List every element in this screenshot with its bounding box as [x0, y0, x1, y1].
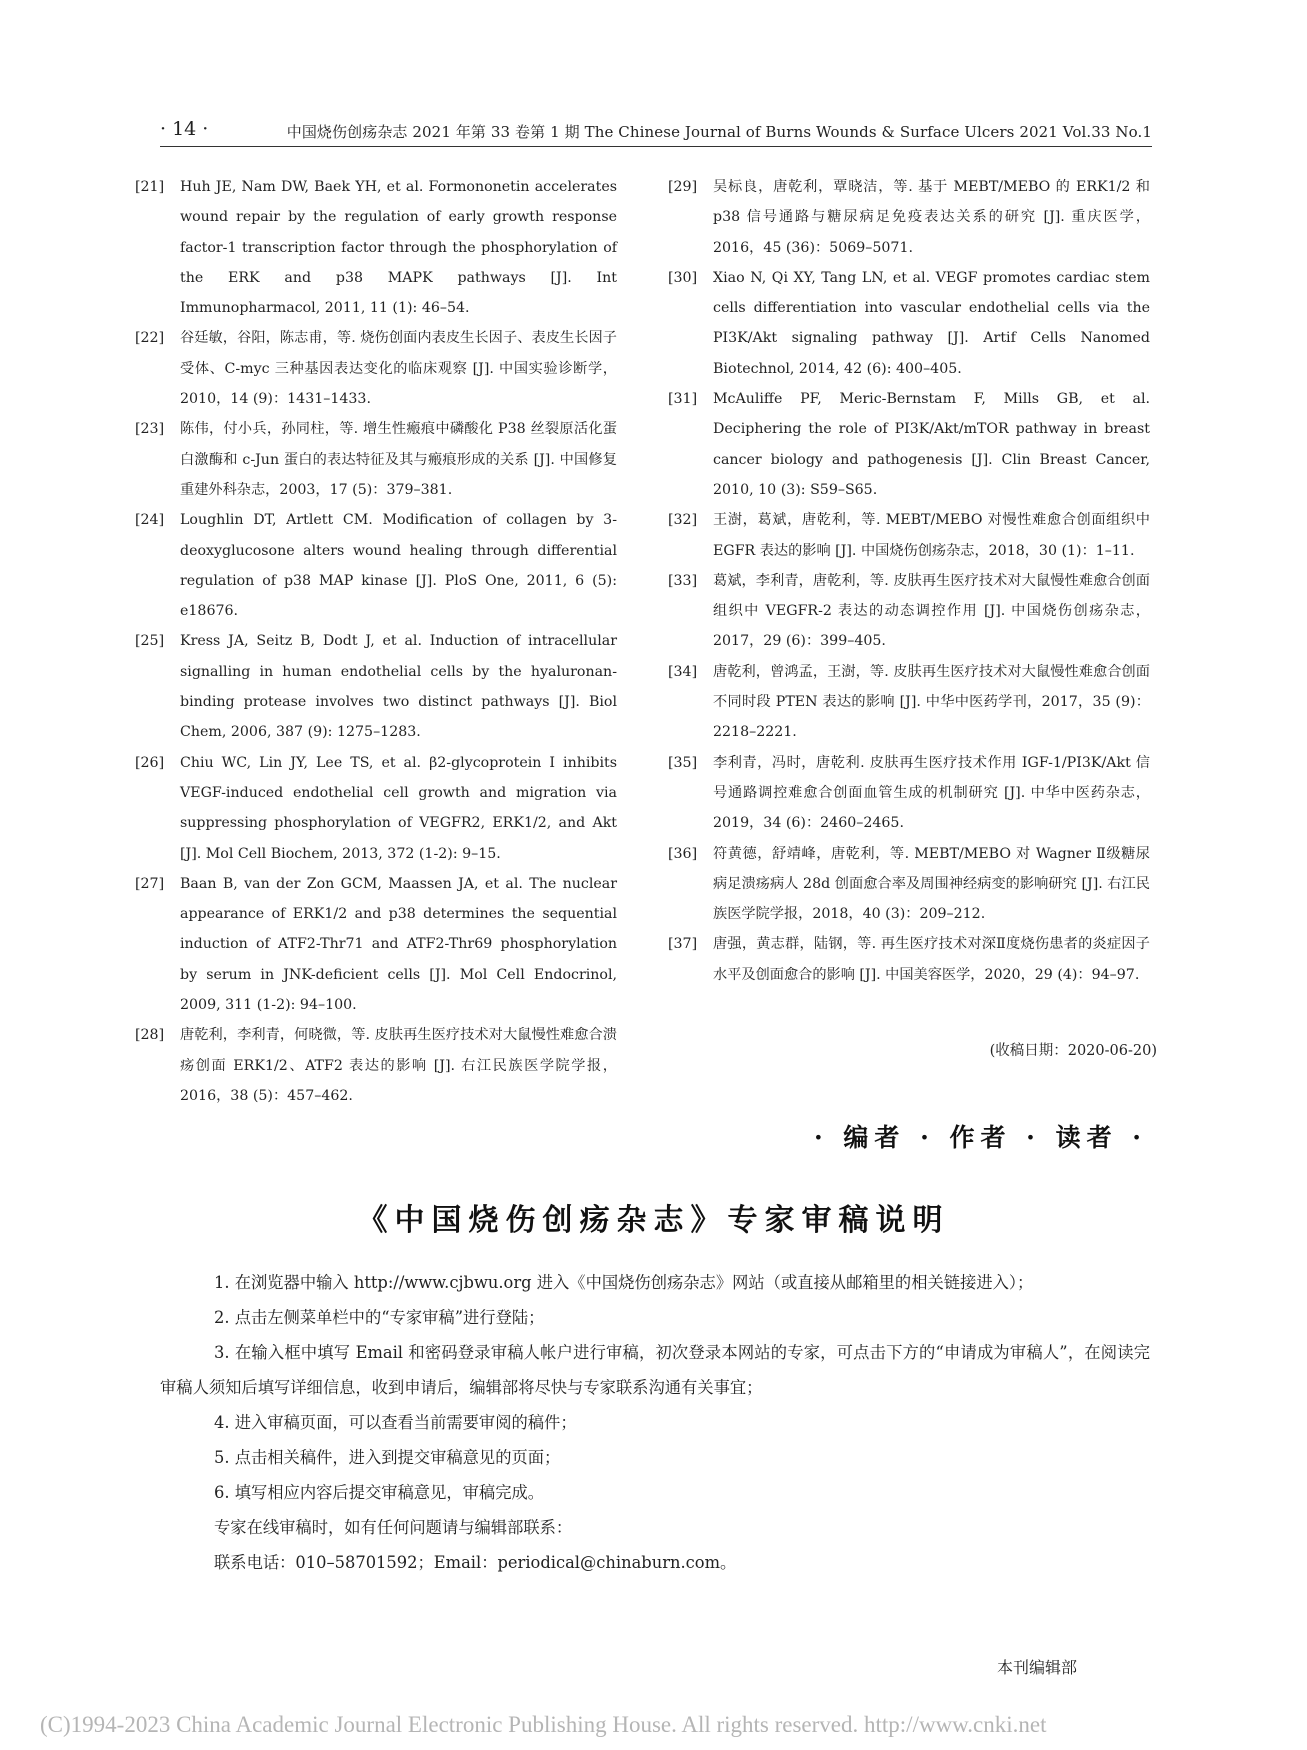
reference-text: 唐强，黄志群，陆钢，等. 再生医疗技术对深Ⅱ度烧伤患者的炎症因子水平及创面愈合的影响 [J]. 中国美容医学，2020，29 (4)：94–97. [713, 936, 1150, 983]
reference-number: [37] [668, 936, 698, 953]
reference-item [668, 505, 1150, 566]
reference-text: 陈伟，付小兵，孙同柱，等. 增生性瘢痕中磷酸化 P38 丝裂原活化蛋白激酶和 c-Jun 蛋白的表达特征及其与瘢痕形成的关系 [J]. 中国修复重建外科杂志，2003，17 (5)：379–381. [180, 421, 617, 498]
reference-item [135, 172, 617, 323]
reference-text: Loughlin DT, Artlett CM. Modification of collagen by 3-deoxyglucosone alters wound healing through differential regulation of p38 MAP kinase [J]. PloS One, 2011, 6 (5): e18676. [180, 512, 617, 620]
reference-text: Xiao N, Qi XY, Tang LN, et al. VEGF promotes cardiac stem cells differentiation into vascular endothelial cells via the PI3K/Akt signaling pathway [J]. Artif Cells Nanomed Biotechnol, 2014, 42 (6): 400–405. [713, 269, 1150, 377]
notice-contact-intro: 专家在线审稿时，如有任何问题请与编辑部联系： [214, 1518, 573, 1537]
reference-number: [36] [668, 845, 698, 862]
reference-item [668, 172, 1150, 263]
reference-number: [34] [668, 663, 698, 680]
reference-text: 唐乾利，李利青，何晓微，等. 皮肤再生医疗技术对大鼠慢性难愈合溃疡创面 ERK1/2、ATF2 表达的影响 [J]. 右江民族医学院学报，2016，38 (5)：457–462. [180, 1027, 617, 1104]
reference-number: [31] [668, 391, 698, 408]
section-tag: · 编者 · 作者 · 读者 · [813, 1123, 1147, 1152]
notice-paragraph: 5. 点击相关稿件，进入到提交审稿意见的页面； [214, 1448, 561, 1467]
reference-text: 葛斌，李利青，唐乾利，等. 皮肤再生医疗技术对大鼠慢性难愈合创面组织中 VEGFR-2 表达的动态调控作用 [J]. 中国烧伤创疡杂志，2017，29 (6)：399–405. [713, 572, 1150, 650]
notice-paragraph: 3. 在输入框中填写 Email 和密码登录审稿人帐户进行审稿，初次登录本网站的专家，可点击下方的“申请成为审稿人”，在阅读完审稿人须知后填写详细信息，收到申请后，编辑部将尽快与专家联系沟通有关事宜； [160, 1343, 1150, 1397]
reference-item [668, 929, 1150, 990]
reference-text: Chiu WC, Lin JY, Lee TS, et al. β2-glycoprotein I inhibits VEGF-induced endothelial cell growth and migration via suppressing phosphorylation of VEGFR2, ERK1/2, and Akt [J]. Mol Cell Biochem, 2013, 372 (1-2): 9–15. [180, 754, 617, 862]
reference-text: McAuliffe PF, Meric-Bernstam F, Mills GB, et al. Deciphering the role of PI3K/Akt/mTOR pathway in breast cancer biology and pathogenesis [J]. Clin Breast Cancer, 2010, 10 (3): S59–S65. [713, 391, 1150, 498]
reference-text: 王澍，葛斌，唐乾利，等. MEBT/MEBO 对慢性难愈合创面组织中 EGFR 表达的影响 [J]. 中国烧伤创疡杂志，2018，30 (1)：1–11. [713, 512, 1150, 559]
notice-paragraph: 6. 填写相应内容后提交审稿意见，审稿完成。 [214, 1483, 545, 1502]
running-header [160, 118, 1152, 147]
notice-paragraph: 2. 点击左侧菜单栏中的“专家审稿”进行登陆； [214, 1308, 545, 1327]
references-left-column [135, 172, 617, 1111]
cnki-watermark: (C)1994-2023 China Academic Journal Electronic Publishing House. All rights reserved. http://www.cnki.net [40, 1712, 1047, 1737]
reference-item [668, 839, 1150, 930]
reference-text: Huh JE, Nam DW, Baek YH, et al. Formononetin accelerates wound repair by the regulation of early growth response factor-1 transcription factor through the phosphorylation of the ERK and p38 MAPK pathways [J]. Int Immunopharmacol, 2011, 11 (1): 46–54. [180, 179, 617, 317]
reference-item [668, 566, 1150, 657]
reference-number: [24] [135, 512, 165, 529]
reference-number: [32] [668, 512, 698, 529]
reference-text: 谷廷敏，谷阳，陈志甫，等. 烧伤创面内表皮生长因子、表皮生长因子受体、C-myc 三种基因表达变化的临床观察 [J]. 中国实验诊断学，2010，14 (9)：1431–1433. [180, 330, 617, 408]
reference-text: 李利青，冯时，唐乾利. 皮肤再生医疗技术作用 IGF-1/PI3K/Akt 信号通路调控难愈合创面血管生成的机制研究 [J]. 中华中医药杂志，2019，34 (6)：2460–2465. [713, 754, 1150, 832]
page-number: · 14 · [160, 118, 209, 140]
reference-number: [33] [668, 572, 698, 589]
reference-number: [23] [135, 421, 165, 438]
reference-number: [26] [135, 754, 165, 771]
notice-title: 《中国烧伤创疡杂志》专家审稿说明 [357, 1203, 950, 1238]
notice-contact-info: 联系电话：010–58701592；Email：periodical@chinaburn.com。 [214, 1553, 737, 1572]
received-date: (收稿日期：2020-06-20) [989, 1043, 1157, 1059]
reference-item [668, 748, 1150, 839]
notice-paragraph: 4. 进入审稿页面，可以查看当前需要审阅的稿件； [214, 1413, 577, 1432]
reference-text: 符黄德，舒靖峰，唐乾利，等. MEBT/MEBO 对 Wagner Ⅱ级糖尿病足溃疡病人 28d 创面愈合率及周围神经病变的影响研究 [J]. 右江民族医学院学报，2018，40 (3)：209–212. [713, 845, 1150, 923]
reference-item [135, 748, 617, 869]
editorial-signature: 本刊编辑部 [996, 1658, 1077, 1677]
reference-item [135, 414, 617, 505]
notice-body [160, 1265, 1150, 1580]
reference-item [668, 263, 1150, 384]
reference-number: [25] [135, 633, 165, 650]
reference-number: [21] [135, 179, 165, 195]
reference-number: [27] [135, 875, 165, 892]
reference-item [135, 626, 617, 747]
reference-number: [30] [668, 269, 698, 286]
reference-item [135, 869, 617, 1020]
reference-number: [22] [135, 330, 165, 347]
reference-text: Kress JA, Seitz B, Dodt J, et al. Induction of intracellular signalling in human endothelial cells by the hyaluronan-binding protease involves two distinct pathways [J]. Biol Chem, 2006, 387 (9): 1275–1283. [180, 633, 617, 741]
reference-number: [28] [135, 1027, 165, 1044]
reference-text: 唐乾利，曾鸿孟，王澍，等. 皮肤再生医疗技术对大鼠慢性难愈合创面不同时段 PTEN 表达的影响 [J]. 中华中医药学刊，2017，35 (9)：2218–2221. [713, 663, 1150, 741]
reference-item [135, 505, 617, 626]
reference-number: [29] [668, 179, 698, 195]
reference-text: Baan B, van der Zon GCM, Maassen JA, et al. The nuclear appearance of ERK1/2 and p38 determines the sequential induction of ATF2-Thr71 and ATF2-Thr69 phosphorylation by serum in JNK-deficient cells [J]. Mol Cell Endocrinol, 2009, 311 (1-2): 94–100. [180, 875, 617, 1014]
notice-paragraph: 1. 在浏览器中输入 http://www.cjbwu.org 进入《中国烧伤创疡杂志》网站（或直接从邮箱里的相关链接进入）； [214, 1273, 1034, 1292]
reference-item [135, 323, 617, 414]
reference-item [668, 384, 1150, 505]
reference-number: [35] [668, 754, 698, 771]
reference-item [668, 657, 1150, 748]
journal-citation-line: 中国烧伤创疡杂志 2021 年第 33 卷第 1 期 The Chinese Journal of Burns Wounds & Surface Ulcers 2021 Vol.33 No.1 [286, 123, 1152, 141]
references-right-column [668, 172, 1150, 990]
reference-text: 吴标良，唐乾利，覃晓洁，等. 基于 MEBT/MEBO 的 ERK1/2 和 p38 信号通路与糖尿病足免疫表达关系的研究 [J]. 重庆医学，2016，45 (36)：5069–5071. [713, 179, 1150, 256]
reference-item [135, 1020, 617, 1111]
